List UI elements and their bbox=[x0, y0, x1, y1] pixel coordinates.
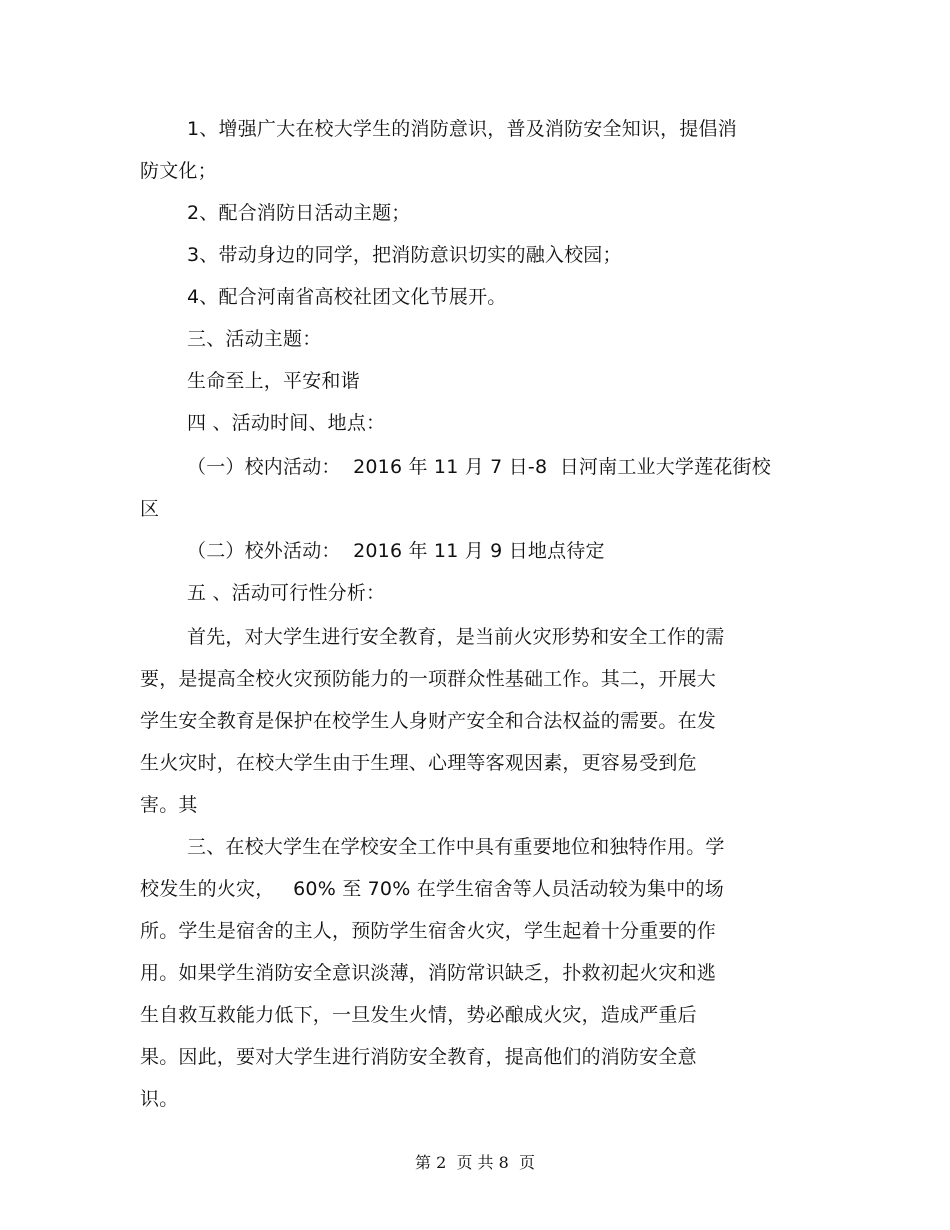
analysis-para-1-line-1: 首先，对大学生进行安全教育，是当前火灾形势和安全工作的需 bbox=[187, 626, 725, 648]
item-1-line-2: 防文化； bbox=[140, 160, 217, 182]
section-4-heading: 四 、活动时间、地点： bbox=[187, 412, 386, 434]
analysis-para-2-line-3: 所。学生是宿舍的主人，预防学生宿舍火灾，学生起着十分重要的作 bbox=[140, 920, 717, 942]
analysis-para-2-line-6: 果。因此，要对大学生进行消防安全教育，提高他们的消防安全意 bbox=[140, 1046, 697, 1068]
analysis-para-2-line-5: 生自救互救能力低下，一旦发生火情，势必酿成火灾，造成严重后 bbox=[140, 1004, 697, 1026]
analysis-para-2-line-2: 校发生的火灾， 60% 至 70% 在学生宿舍等人员活动较为集中的场 bbox=[140, 878, 724, 900]
analysis-para-2-line-1: 三、在校大学生在学校安全工作中具有重要地位和独特作用。学 bbox=[187, 836, 725, 858]
analysis-para-1-line-2: 要，是提高全校火灾预防能力的一项群众性基础工作。其二，开展大 bbox=[140, 668, 717, 690]
page-number-footer: 第 2 页 共 8 页 bbox=[415, 1153, 535, 1172]
analysis-para-1-line-3: 学生安全教育是保护在校学生人身财产安全和合法权益的需要。在发 bbox=[140, 710, 717, 732]
analysis-para-2-line-4: 用。如果学生消防安全意识淡薄，消防常识缺乏，扑救初起火灾和逃 bbox=[140, 962, 717, 984]
item-3: 3、带动身边的同学，把消防意识切实的融入校园； bbox=[187, 244, 622, 266]
on-campus-activity-line-1: （一）校内活动： 2016 年 11 月 7 日-8 日河南工业大学莲花街校 bbox=[187, 456, 771, 478]
analysis-para-2-line-7: 识。 bbox=[140, 1088, 179, 1110]
section-3-heading: 三、活动主题： bbox=[187, 328, 322, 350]
theme-text: 生命至上，平安和谐 bbox=[187, 370, 360, 392]
item-1-line-1: 1、增强广大在校大学生的消防意识，普及消防安全知识，提倡消 bbox=[187, 118, 737, 140]
off-campus-activity: （二）校外活动： 2016 年 11 月 9 日地点待定 bbox=[187, 540, 605, 562]
on-campus-activity-line-2: 区 bbox=[140, 498, 160, 520]
item-2: 2、配合消防日活动主题； bbox=[187, 202, 411, 224]
analysis-para-1-line-5: 害。其 bbox=[140, 794, 198, 816]
item-4: 4、配合河南省高校社团文化节展开。 bbox=[187, 286, 507, 308]
section-5-heading: 五 、活动可行性分析： bbox=[187, 582, 386, 604]
analysis-para-1-line-4: 生火灾时，在校大学生由于生理、心理等客观因素，更容易受到危 bbox=[140, 752, 697, 774]
